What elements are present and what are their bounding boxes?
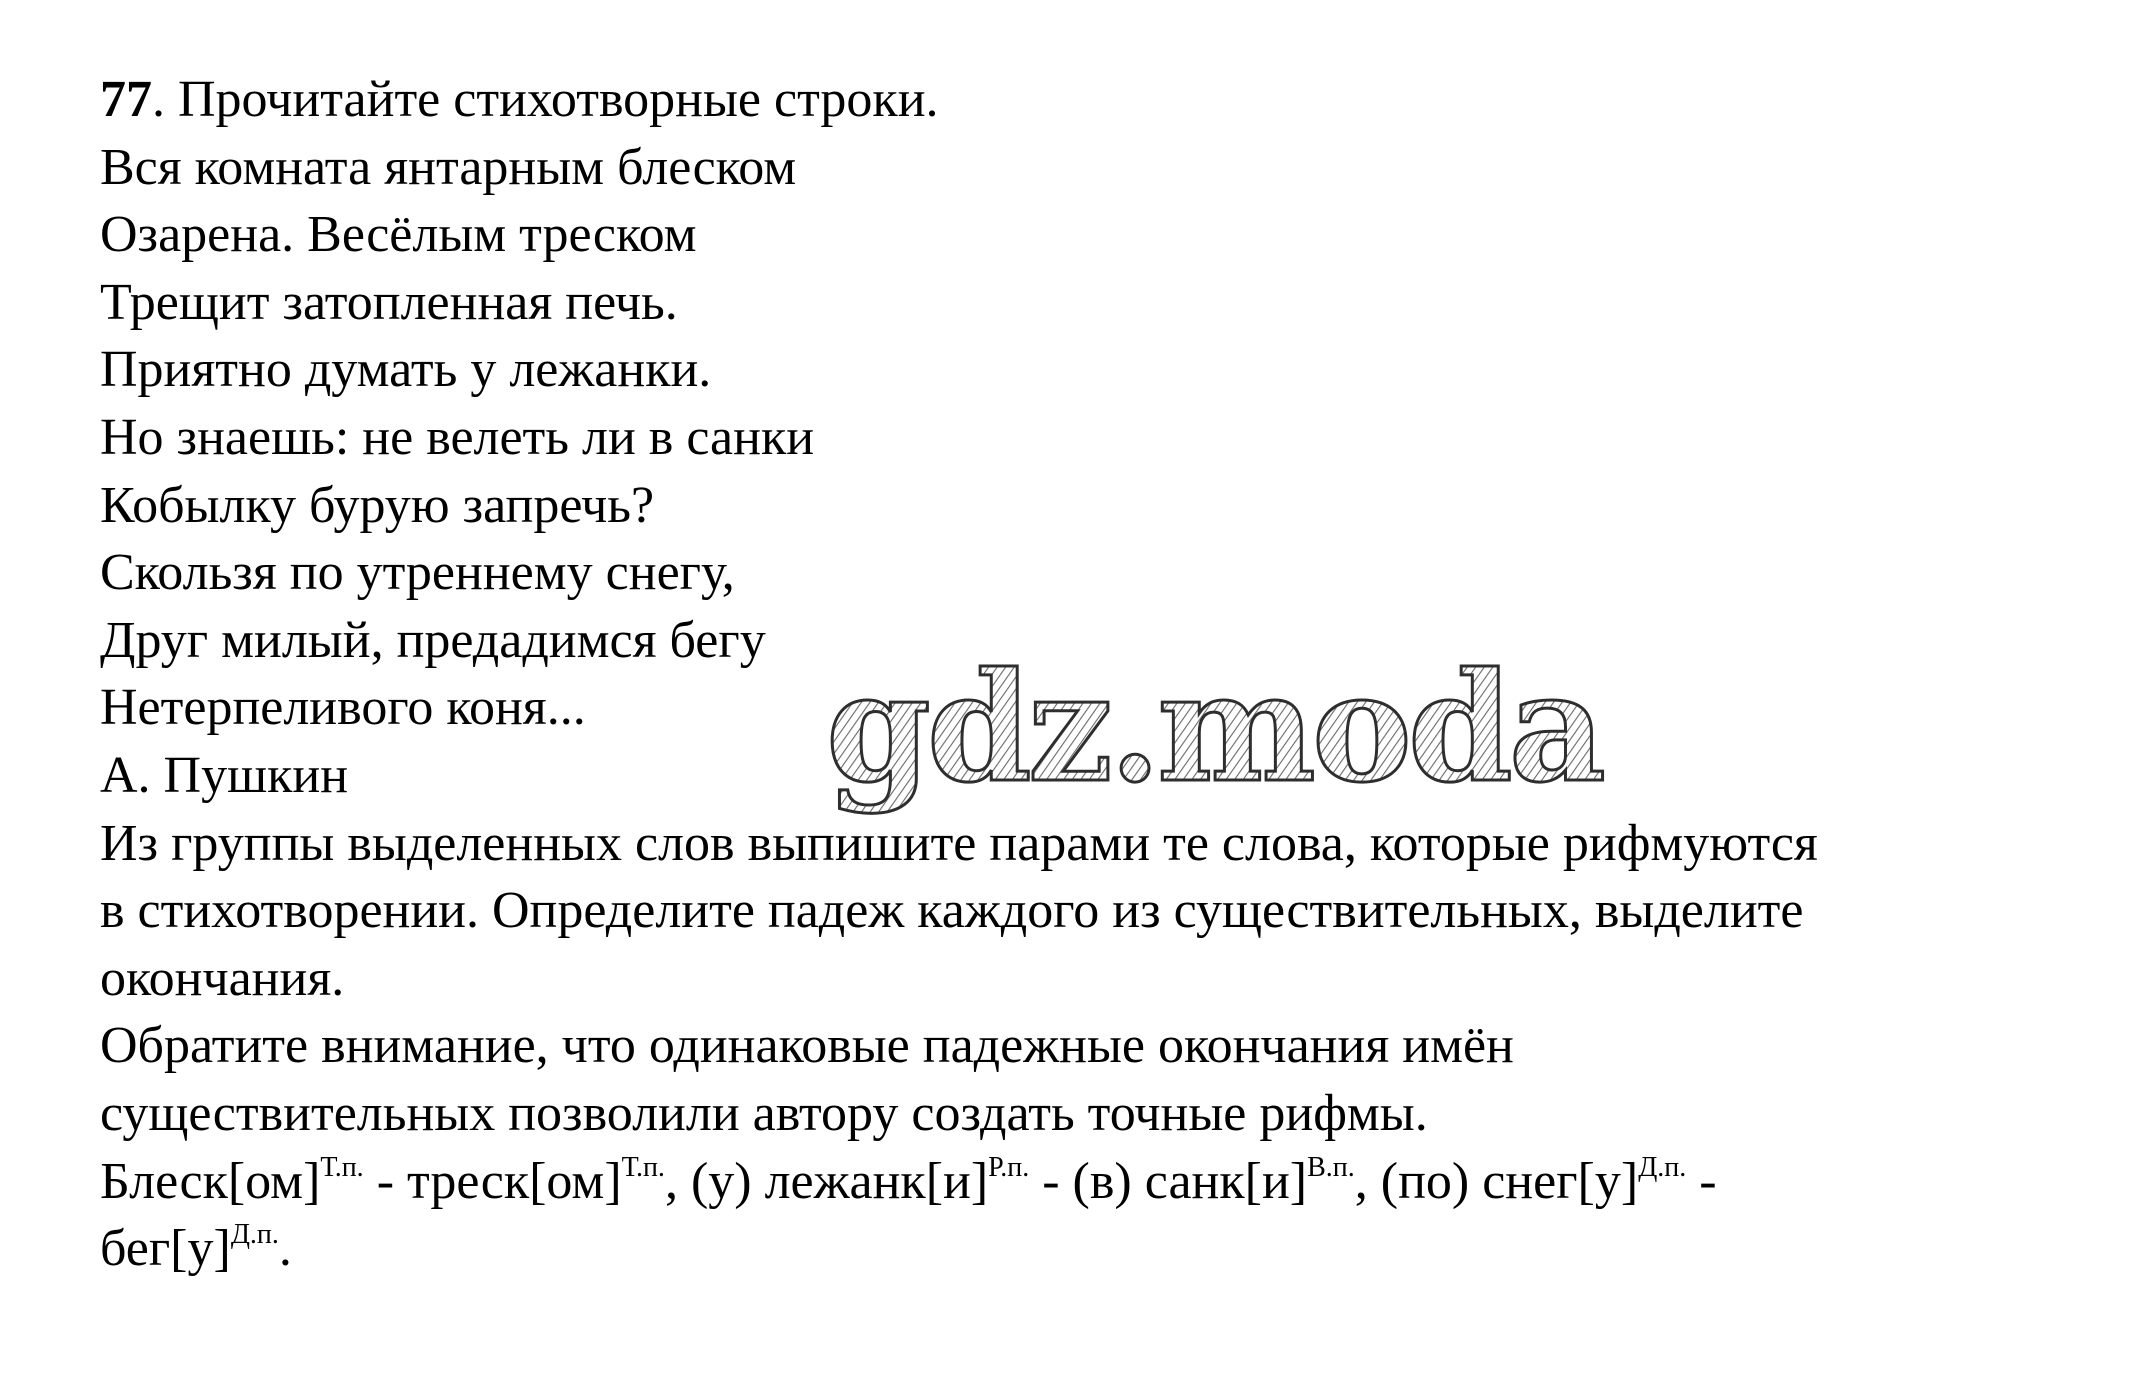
- case-label: Д.п.: [1638, 1151, 1687, 1183]
- task-line: окончания.: [100, 949, 345, 1007]
- answer-word: .: [278, 1220, 292, 1278]
- exercise-instruction: . Прочитайте стихотворные строки.: [152, 71, 939, 128]
- case-label: Т.п.: [621, 1151, 665, 1183]
- task-line: в стихотворении. Определите падеж каждого из существительных, выделите: [100, 882, 1804, 940]
- case-label: В.п.: [1307, 1151, 1355, 1183]
- answer-word: -: [1686, 1152, 1717, 1210]
- poem-line: Трещит затопленная печь.: [100, 273, 678, 331]
- answer-line-2: [100, 1215, 2110, 1283]
- answer-word: , (по) снег[у]: [1354, 1152, 1639, 1210]
- answer-word: , (у) лежанк[и]: [664, 1152, 989, 1210]
- answer-line-1: [100, 1148, 2110, 1216]
- watermark-text: gdz.moda: [826, 640, 1603, 816]
- answer-word: Блеск[ом]: [100, 1152, 321, 1210]
- poem-line: Нетерпеливого коня...: [100, 679, 586, 737]
- case-label: Р.п.: [988, 1151, 1030, 1183]
- answer-word: - треск[ом]: [363, 1152, 622, 1210]
- exercise-heading: [100, 66, 2110, 134]
- task-line: Из группы выделенных слов выпишите парами те слова, которые рифмуются: [100, 814, 1818, 872]
- poem-line: Вся комната янтарным блеском: [100, 138, 797, 196]
- answer-word: - (в) санк[и]: [1029, 1152, 1308, 1210]
- case-label: Т.п.: [320, 1151, 364, 1183]
- case-label: Д.п.: [230, 1219, 279, 1251]
- exercise-text: [100, 66, 2110, 1283]
- task-line: Обратите внимание, что одинаковые падежные окончания имён: [100, 1017, 1514, 1075]
- poem-line: Кобылку бурую запречь?: [100, 476, 655, 534]
- poem-line: Озарена. Весёлым треском: [100, 206, 697, 264]
- poem-line: Но знаешь: не велеть ли в санки: [100, 408, 815, 466]
- poem-line: Скользя по утреннему снегу,: [100, 544, 735, 602]
- answer-word: бег[у]: [100, 1220, 231, 1278]
- exercise-number: 77: [100, 71, 152, 128]
- poem-line: Приятно думать у лежанки.: [100, 341, 712, 399]
- poem-author: А. Пушкин: [100, 746, 349, 804]
- task-line: существительных позволили автору создать точные рифмы.: [100, 1084, 1428, 1142]
- poem-line: Друг милый, предадимся бегу: [100, 611, 766, 669]
